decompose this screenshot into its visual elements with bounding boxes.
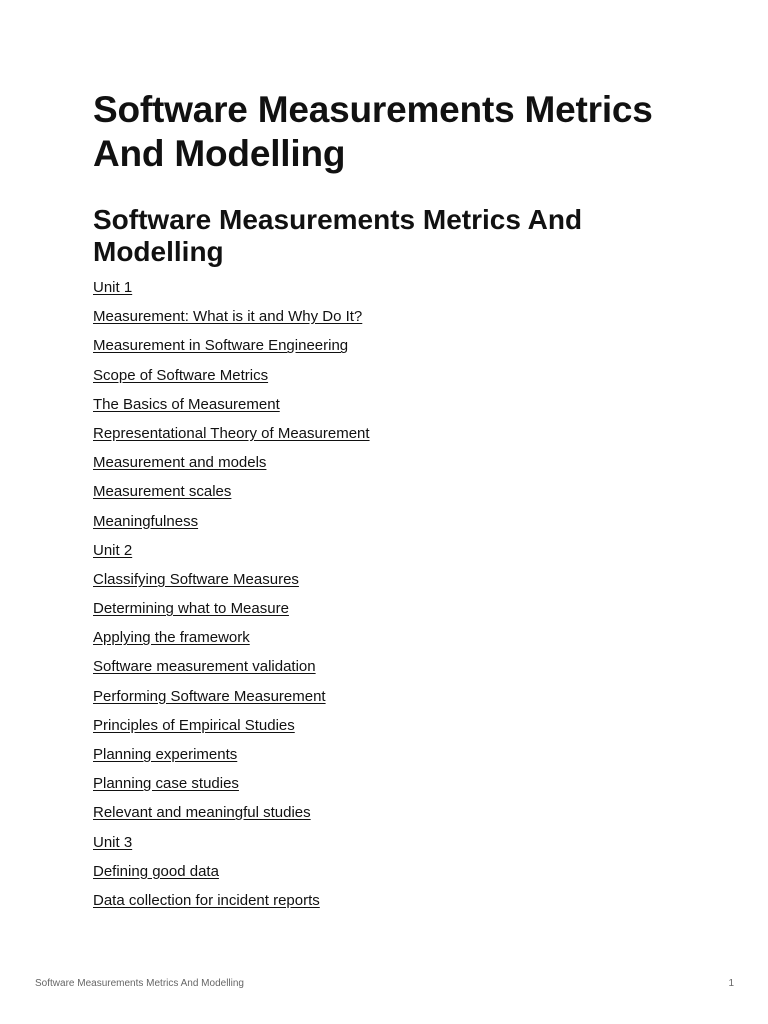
toc-item xyxy=(93,423,370,452)
section-heading: Software Measurements Metrics And Modelling xyxy=(93,204,583,267)
toc-link-scope-of-software-metrics[interactable]: Scope of Software Metrics xyxy=(93,366,269,384)
toc-link-representational-theory[interactable]: Representational Theory of Measurement xyxy=(93,424,370,442)
page-number: 1 xyxy=(728,978,734,989)
toc-link-planning-experiments[interactable]: Planning experiments xyxy=(93,746,238,763)
toc-link-unit-1[interactable]: Unit 1 xyxy=(93,279,133,296)
table-of-contents xyxy=(93,277,370,919)
toc-link-data-collection-incident-reports[interactable]: Data collection for incident reports xyxy=(93,891,320,909)
toc-item xyxy=(93,452,370,481)
toc-item xyxy=(93,656,370,685)
toc-item xyxy=(93,569,370,598)
toc-item xyxy=(93,627,370,656)
toc-item xyxy=(93,511,370,540)
toc-link-measurement-scales[interactable]: Measurement scales xyxy=(93,483,232,501)
toc-link-measurement-in-software-engineering[interactable]: Measurement in Software Engineering xyxy=(93,337,349,355)
toc-link-basics-of-measurement[interactable]: The Basics of Measurement xyxy=(93,395,280,413)
toc-item xyxy=(93,277,370,306)
toc-item xyxy=(93,394,370,423)
toc-item xyxy=(93,744,370,773)
toc-link-classifying-software-measures[interactable]: Classifying Software Measures xyxy=(93,570,299,588)
toc-item xyxy=(93,365,370,394)
toc-link-software-measurement-validation[interactable]: Software measurement validation xyxy=(93,658,316,676)
toc-link-measurement-and-models[interactable]: Measurement and models xyxy=(93,454,267,472)
toc-item xyxy=(93,861,370,890)
toc-item xyxy=(93,715,370,744)
toc-link-unit-3[interactable]: Unit 3 xyxy=(93,833,133,851)
toc-link-applying-the-framework[interactable]: Applying the framework xyxy=(93,629,250,647)
toc-link-defining-good-data[interactable]: Defining good data xyxy=(93,862,219,880)
toc-item xyxy=(93,832,370,861)
toc-item xyxy=(93,335,370,364)
toc-link-relevant-and-meaningful-studies[interactable]: Relevant and meaningful studies xyxy=(93,804,311,822)
toc-link-determining-what-to-measure[interactable]: Determining what to Measure xyxy=(93,600,289,618)
toc-item xyxy=(93,481,370,510)
toc-item xyxy=(93,890,370,919)
toc-link-planning-case-studies[interactable]: Planning case studies xyxy=(93,775,239,793)
footer-title: Software Measurements Metrics And Modelling xyxy=(35,978,244,989)
toc-item xyxy=(93,540,370,569)
toc-item xyxy=(93,773,370,802)
toc-item xyxy=(93,686,370,715)
toc-link-measurement-what-is-it[interactable]: Measurement: What is it and Why Do It? xyxy=(93,308,363,326)
toc-link-performing-software-measurement[interactable]: Performing Software Measurement xyxy=(93,687,326,705)
toc-item xyxy=(93,306,370,335)
document-title: Software Measurements Metrics And Modelling xyxy=(93,89,653,174)
toc-item xyxy=(93,802,370,831)
toc-link-meaningfulness[interactable]: Meaningfulness xyxy=(93,512,199,530)
toc-link-principles-of-empirical-studies[interactable]: Principles of Empirical Studies xyxy=(93,716,295,734)
toc-item xyxy=(93,598,370,627)
toc-link-unit-2[interactable]: Unit 2 xyxy=(93,541,133,559)
